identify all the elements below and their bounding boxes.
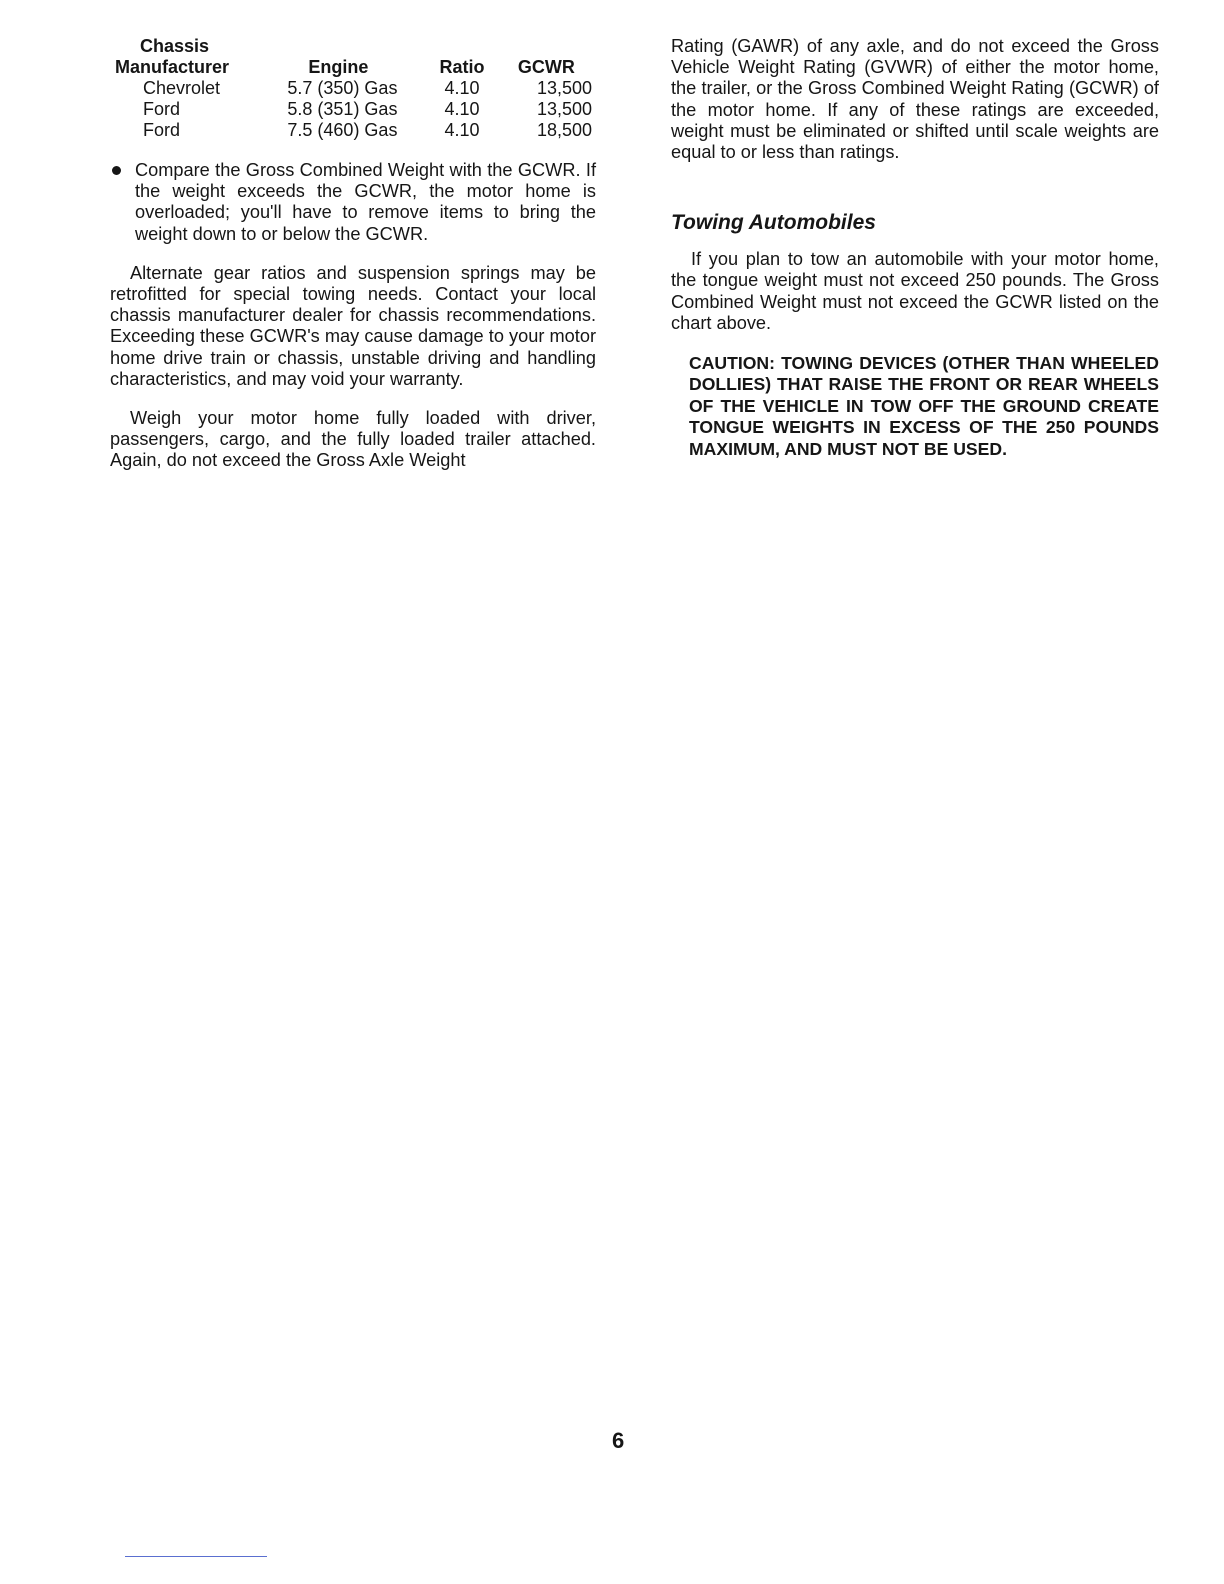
section-heading-towing: Towing Automobiles [671, 211, 876, 235]
bullet-compare-weight [110, 160, 596, 245]
cell-gcwr: 18,500 [536, 120, 592, 140]
bullet-dot-icon [112, 166, 121, 175]
cell-ratio: 4.10 [444, 78, 480, 98]
cell-engine: 5.8 (351) Gas [287, 99, 398, 119]
right-column [671, 36, 1159, 460]
bullet-text: Compare the Gross Combined Weight with the GCWR. If the weight exceeds the GCWR, the motor home is overloaded; you'll have to remove items to bring the weight down to or below the GCWR. [135, 160, 596, 244]
table-row [115, 120, 596, 141]
caution-notice: CAUTION: TOWING DEVICES (OTHER THAN WHEELED DOLLIES) THAT RAISE THE FRONT OR REAR WHEELS OF THE VEHICLE IN TOW OFF THE GROUND CREATE TONGUE WEIGHTS IN EXCESS OF THE 250 POUNDS MAXIMUM, AND MUST NOT BE USED. [689, 353, 1159, 459]
cell-manufacturer: Ford [143, 120, 181, 140]
cell-manufacturer: Ford [143, 99, 181, 119]
footer-rule [125, 1556, 267, 1557]
left-column [110, 36, 596, 472]
table-row [115, 99, 596, 120]
chassis-gcwr-table [115, 36, 596, 141]
cell-manufacturer: Chevrolet [143, 78, 221, 98]
cell-ratio: 4.10 [444, 99, 480, 119]
paragraph-towing-automobiles: If you plan to tow an automobile with your motor home, the tongue weight must not exceed 250 pounds. The Gross Combined Weight must not exceed the GCWR listed on the chart above. [671, 249, 1159, 333]
header-ratio: Ratio [439, 57, 485, 77]
cell-ratio: 4.10 [444, 120, 480, 140]
cell-engine: 5.7 (350) Gas [287, 78, 398, 98]
header-gcwr: GCWR [517, 57, 575, 77]
cell-engine: 7.5 (460) Gas [287, 120, 398, 140]
header-engine: Engine [308, 57, 369, 77]
paragraph-weigh-motor-home: Weigh your motor home fully loaded with driver, passengers, cargo, and the fully loaded trailer attached. Again, do not exceed the Gross Axle Weight [110, 408, 596, 471]
cell-gcwr: 13,500 [536, 99, 592, 119]
header-manufacturer: Chassis [140, 36, 210, 56]
page-number: 6 [612, 1428, 625, 1453]
table-row [115, 78, 596, 99]
paragraph-gear-ratios: Alternate gear ratios and suspension springs may be retrofitted for special towing needs. Contact your local chassis manufacturer dealer for chassis recommendations. Exceeding these GCWR's may cause damage to your motor home drive train or chassis, unstable driving and handling characteristics, and may void your warranty. [110, 262, 596, 389]
cell-gcwr: 13,500 [536, 78, 592, 98]
table-header [115, 36, 596, 78]
paragraph-weight-ratings: Rating (GAWR) of any axle, and do not exceed the Gross Vehicle Weight Rating (GVWR) of either the motor home, the trailer, or the Gross Combined Weight Rating (GCWR) of the motor home. If any of these ratings are exceeded, weight must be eliminated or shifted until scale weights are equal to or less than ratings. [671, 36, 1159, 163]
header-manufacturer-line2: Manufacturer [115, 57, 230, 77]
